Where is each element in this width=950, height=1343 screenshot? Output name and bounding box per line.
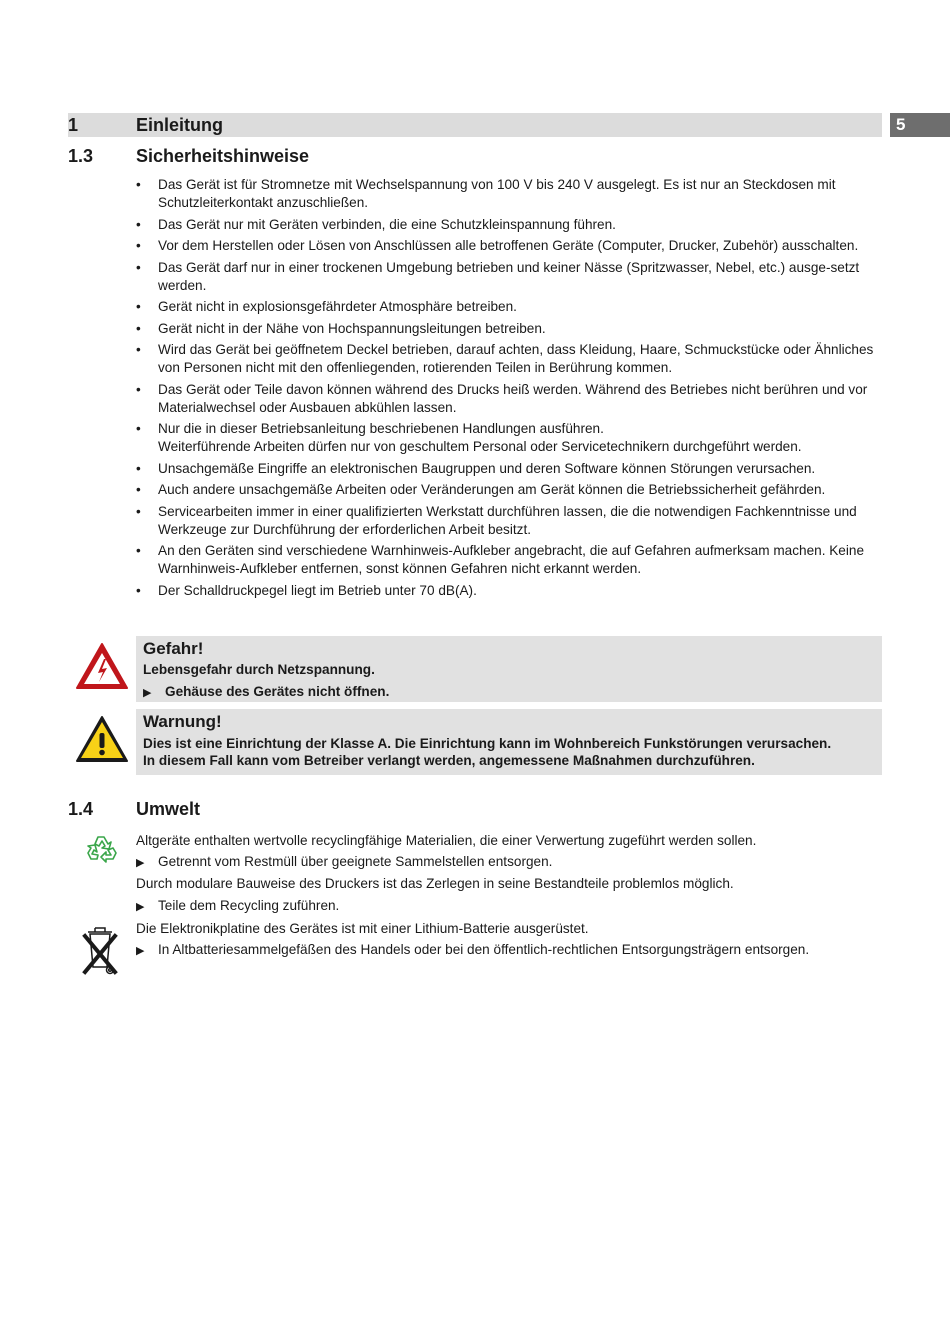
environment-step-1: ▶ Getrennt vom Restmüll über geeignete Sammelstellen entsorgen. xyxy=(136,854,553,869)
warning-text-line2: In diesem Fall kann vom Betreiber verlangt werden, angemessene Maßnahmen durchzuführen. xyxy=(143,753,755,768)
list-item: • Servicearbeiten immer in einer qualifizierten Werkstatt durchführen lassen, die die notwendigen Fachkenntnisse und Werkzeuge zur Durchführung der erforderlichen Arbeit besitzt. xyxy=(136,503,857,537)
safety-list xyxy=(136,176,882,603)
danger-box xyxy=(136,636,882,702)
warning-box xyxy=(136,709,882,775)
list-item: • Gerät nicht in der Nähe von Hochspannungsleitungen betreiben. xyxy=(136,320,546,336)
list-item: • Das Gerät ist für Stromnetze mit Wechselspannung von 100 V bis 240 V ausgelegt. Es ist nur an Steckdosen mit Schutzleiterkontakt anzuschließen. xyxy=(136,177,836,210)
list-item: • Gerät nicht in explosionsgefährdeter Atmosphäre betreiben. xyxy=(136,299,517,314)
section-number: 1.3 xyxy=(68,146,94,166)
chapter-title: Einleitung xyxy=(136,115,223,135)
environment-text-1: Altgeräte enthalten wertvolle recyclingfähige Materialien, die einer Verwertung zugeführt werden sollen. xyxy=(136,833,757,848)
page-number: 5 xyxy=(896,115,906,134)
danger-text: Lebensgefahr durch Netzspannung. xyxy=(143,662,375,677)
step-arrow-icon: ▶ xyxy=(143,687,152,699)
danger-step: ▶ Gehäuse des Gerätes nicht öffnen. xyxy=(143,684,390,699)
environment-step-2: ▶ Teile dem Recycling zuführen. xyxy=(136,898,340,913)
step-arrow-icon: ▶ xyxy=(136,945,145,957)
environment-step-3: ▶ In Altbatteriesammelgefäßen des Handels oder bei den öffentlich-rechtlichen Entsorgungsträgern entsorgen. xyxy=(136,942,810,957)
step-arrow-icon: ▶ xyxy=(136,857,145,869)
electric-hazard-icon xyxy=(75,642,129,691)
list-item: • Der Schalldruckpegel liegt im Betrieb unter 70 dB(A). xyxy=(136,582,477,598)
list-item: • Das Gerät oder Teile davon können während des Drucks heiß werden. Während des Betriebes nicht berühren und vor Materialwechsel oder Ausbauen abkühlen lassen. xyxy=(136,381,868,415)
exclamation-warning-icon xyxy=(75,715,129,764)
environment-text-3: Die Elektronikplatine des Gerätes ist mit einer Lithium-Batterie ausgerüstet. xyxy=(136,921,589,936)
chapter-header xyxy=(68,113,882,137)
warning-text-line1: Dies ist eine Einrichtung der Klasse A. Die Einrichtung kann im Wohnbereich Funkstörungen verursachen. xyxy=(143,736,832,751)
crossed-bin-icon xyxy=(80,922,120,976)
environment-text-2: Durch modulare Bauweise des Druckers ist das Zerlegen in seine Bestandteile problemlos möglich. xyxy=(136,876,734,891)
section-title: Umwelt xyxy=(136,799,201,819)
list-item: • Das Gerät nur mit Geräten verbinden, die eine Schutzkleinspannung führen. xyxy=(136,216,616,232)
danger-title: Gefahr! xyxy=(143,639,204,658)
list-item: • Unsachgemäße Eingriffe an elektronischen Baugruppen und deren Software können Störungen verursachen. xyxy=(136,460,816,476)
section-title: Sicherheitshinweise xyxy=(136,146,310,166)
list-item: • An den Geräten sind verschiedene Warnhinweis-Aufkleber angebracht, die auf Gefahren aufmerksam machen. Keine Warnhinweis-Aufkleber entfernen, sonst können Gefahren nicht erkannt werden. xyxy=(136,543,865,576)
warning-title: Warnung! xyxy=(143,712,222,731)
section-number: 1.4 xyxy=(68,799,94,819)
list-item: • Vor dem Herstellen oder Lösen von Anschlüssen alle betroffenen Geräte (Computer, Drucker, Zubehör) ausschalten. xyxy=(136,238,859,253)
list-item: • Wird das Gerät bei geöffnetem Deckel betrieben, darauf achten, dass Kleidung, Haare, Schmuckstücke oder Ähnliches von Personen nicht mit den offenliegenden, rotierenden Teilen in Berührung kommen. xyxy=(136,342,874,375)
list-item: • Nur die in dieser Betriebsanleitung beschriebenen Handlungen ausführen. Weiterführende Arbeiten dürfen nur von geschultem Personal oder Servicetechnikern durchgeführt werden. xyxy=(136,421,802,454)
recycle-icon xyxy=(86,833,118,863)
step-arrow-icon: ▶ xyxy=(136,901,145,913)
page-number-tab xyxy=(890,113,950,137)
list-item: • Das Gerät darf nur in einer trockenen Umgebung betrieben und keiner Nässe (Spritzwasser, Nebel, etc.) ausge-setzt werden. xyxy=(136,259,860,293)
chapter-number: 1 xyxy=(68,115,79,135)
list-item: • Auch andere unsachgemäße Arbeiten oder Veränderungen am Gerät können die Betriebssicherheit gefährden. xyxy=(136,482,826,497)
